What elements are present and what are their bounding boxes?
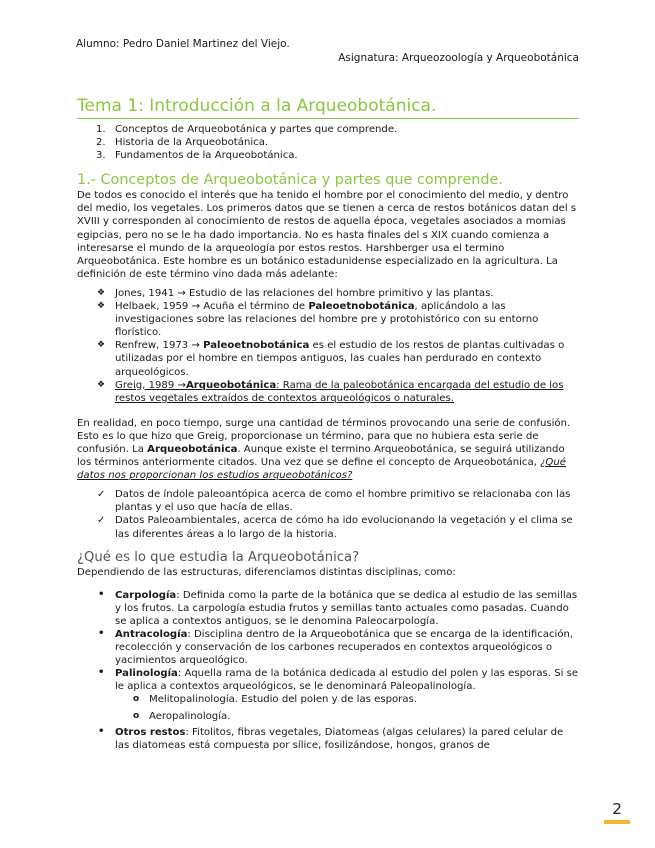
list-item: ❖ Renfrew, 1973 → Paleoetnobotánica es el estudio de los restos de plantas cultivadas o utilizadas por el hombre en tiempos antiguos, las cuales han perdurado en contexto arqueológicos. <box>97 340 565 378</box>
intro-paragraph: De todos es conocido el interés que ha tenido el hombre por el conocimiento del medio, y dentro del medio, los vegetales. Los primeros datos que se tienen a cerca de restos botánicos datan del s XVIII y corresponden al conocimiento de restos de aquella época, vegetales asociados a momias egipcias, pero no se le ha dado importancia. No es hasta finales del s XIX cuando comienza a interesarse el mundo de la arqueología por estos restos. Harshberger usa el termino Arqueobotánica. Este hombre es un botánico estadunidense especializado en la agricultura. La definición de este término vino dada más adelante: <box>77 190 577 280</box>
section-heading: 1.- Conceptos de Arqueobotánica y partes que comprende. <box>77 172 503 189</box>
diamond-bullet-icon: ❖ <box>97 340 106 351</box>
bullet-icon: • <box>98 725 105 737</box>
list-item: ❖ Greig, 1989 →Arqueobotánica: Rama de la paleobotánica encargada del estudio de los restos vegetales extraídos de contextos arqueológicos o naturales. <box>97 379 564 404</box>
subsection-heading: ¿Qué es lo que estudia la Arqueobotánica? <box>77 549 360 565</box>
page-number: 2 <box>612 800 622 818</box>
list-item: • Otros restos: Fitolitos, fibras vegetales, Diatomeas (algas celulares) la pared celular de las diatomeas está compuesta por sílice, fosilizándose, hongos, granos de <box>98 725 564 751</box>
disciplines-list <box>77 589 579 752</box>
list-item: • Carpología: Definida como la parte de la botánica que se dedica al estudio de las semillas y los frutos. La carpología estudia frutos y semillas tanto actuales como pasadas. Cuando se aplica a contextos antiguos, se le denomina Paleocarpología. <box>98 588 578 627</box>
page-content <box>77 96 579 752</box>
page-number-bar <box>604 820 630 824</box>
bullet-icon: • <box>98 588 105 600</box>
circle-bullet-icon: o <box>133 694 140 705</box>
diamond-bullet-icon: ❖ <box>97 287 106 298</box>
page-title: Tema 1: Introducción a la Arqueobotánica. <box>77 96 579 119</box>
toc-item: 2. Historia de la Arqueobotánica. <box>96 137 269 149</box>
list-item: • Antracología: Disciplina dentro de la Arqueobotánica que se encarga de la identificación, recolección y conservación de los carbones recuperados en contextos arqueológicos o yacimientos arqueológico. <box>98 628 574 667</box>
table-of-contents <box>77 123 579 162</box>
toc-item: 3. Fundamentos de la Arqueobotánica. <box>96 150 298 162</box>
sub-list-item: o Aeropalinología. <box>133 710 231 722</box>
header-author: Alumno: Pedro Daniel Martinez del Viejo. <box>76 38 290 50</box>
list-item: ✓ Datos de índole paleoantópica acerca de como el hombre primitivo se relacionaba con las plantas y el uso que hacía de ellas. <box>97 489 571 514</box>
checkmark-icon: ✓ <box>97 515 106 527</box>
header-subject: Asignatura: Arqueozoología y Arqueobotánica <box>338 52 579 64</box>
paragraph: En realidad, en poco tiempo, surge una cantidad de términos provocando una serie de confusión. Esto es lo que hizo que Greig, proporcionase un término, para que no hubiera esta serie de confusión. La Arqueobotánica. Aunque existe el termino Arqueobotánica, se seguirá utilizando los términos anteriormente citados. Una vez que se define el concepto de Arqueobotánica, ¿Qué datos nos proporcionan los estudios arqueobotánicos? <box>77 417 571 482</box>
checkmark-icon: ✓ <box>97 489 106 501</box>
list-item: • Palinología: Aquella rama de la botánica dedicada al estudio del polen y las esporas. Si se le aplica a contextos arqueológicos, se le denominará Paleopalinología. o Melitopalinología. Estudio del polen y de las esporas. o Aeropalinología. <box>77 667 579 722</box>
bullet-icon: • <box>98 628 105 639</box>
paragraph: Dependiendo de las estructuras, diferenciamos distintas disciplinas, como: <box>77 566 456 578</box>
list-item: ✓ Datos Paleoambientales, acerca de cómo ha ido evolucionando la vegetación y el clima se las diferentes áreas a lo largo de la historia. <box>97 515 573 540</box>
diamond-bullet-icon: ❖ <box>97 301 106 312</box>
sub-list <box>115 693 579 722</box>
definitions-list <box>77 287 579 405</box>
list-item: ❖ Helbaek, 1959 → Acuña el término de Paleoetnobotánica, aplicándolo a las investigaciones sobre las relaciones del hombre pre y protohistórico con su entorno florístico. <box>97 301 539 339</box>
check-list <box>77 488 579 540</box>
list-item: ❖ Jones, 1941 → Estudio de las relaciones del hombre primitivo y las plantas. <box>97 287 494 299</box>
toc-item: 1. Conceptos de Arqueobotánica y partes que comprende. <box>96 124 398 135</box>
sub-list-item: o Melitopalinología. Estudio del polen y de las esporas. <box>133 694 417 706</box>
bullet-icon: • <box>98 667 105 679</box>
diamond-bullet-icon: ❖ <box>97 379 106 390</box>
circle-bullet-icon: o <box>133 710 140 721</box>
